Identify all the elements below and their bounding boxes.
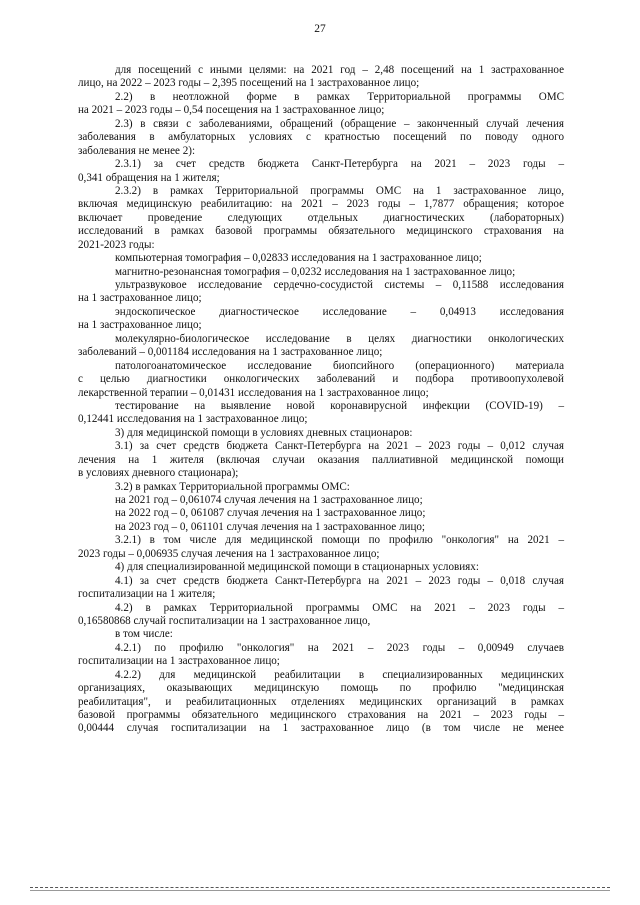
text-line: 2.3) в связи с заболеваниями, обращений (обращение – законченный случай лечения: [115, 117, 564, 130]
text-line: эндоскопическое диагностическое исследование – 0,04913 исследования: [115, 305, 564, 318]
text-line: ультразвуковое исследование сердечно-сосудистой системы – 0,11588 исследования: [115, 279, 564, 291]
text-line: на 2022 год – 0, 061087 случая лечения на 1 застрахованное лицо;: [115, 507, 426, 520]
text-line: в том числе:: [115, 628, 173, 641]
text-line: 3) для медицинской помощи в условиях дневных стационаров:: [115, 426, 413, 439]
text-line: включая медицинскую реабилитацию: на 2021 – 2023 годы – 1,7877 обращения; которое: [78, 198, 564, 211]
text-line: организациях, оказывающих медицинскую помощь по профилю "медицинская: [78, 682, 564, 695]
text-line: базовой программы обязательного медицинского страхования на 2021 – 2023 годы –: [78, 709, 564, 721]
text-line: 4) для специализированной медицинской помощи в стационарных условиях:: [115, 561, 479, 574]
text-line: включает проведение следующих отдельных диагностических (лабораторных): [78, 211, 564, 224]
text-line: на 2021 – 2023 годы – 0,54 посещения на 1 застрахованное лицо;: [78, 104, 385, 117]
text-line: исследований в рамках базовой программы обязательного медицинского страхования на: [78, 225, 564, 238]
text-line: 2.3.2) в рамках Территориальной программы ОМС на 1 застрахованное лицо,: [115, 184, 564, 197]
text-line: 0,12441 исследования на 1 застрахованное лицо;: [78, 413, 308, 426]
text-line: 4.2.2) для медицинской реабилитации в специализированных медицинских: [115, 668, 564, 681]
text-line: молекулярно-биологическое исследование в целях диагностики онкологических: [115, 332, 564, 345]
text-line: 2021-2023 годы:: [78, 238, 155, 251]
text-line: 0,341 обращения на 1 жителя;: [78, 171, 220, 184]
text-line: на 1 застрахованное лицо;: [78, 319, 202, 332]
text-line: 2.3.1) за счет средств бюджета Санкт-Петербурга на 2021 – 2023 годы –: [115, 158, 564, 171]
text-line: на 1 застрахованное лицо;: [78, 292, 202, 305]
text-line: магнитно-резонансная томография – 0,0232 исследования на 1 застрахованное лицо;: [115, 265, 516, 278]
text-line: 2023 годы – 0,006935 случая лечения на 1 застрахованное лицо;: [78, 547, 380, 560]
text-line: патологоанатомическое исследование биопсийного (операционного) материала: [115, 359, 564, 372]
text-line: реабилитация", и реабилитационных отделениях медицинских организаций в рамках: [78, 695, 564, 708]
text-line: 4.2.1) по профилю "онкология" на 2021 – 2023 годы – 0,00949 случаев: [115, 641, 564, 654]
text-line: 4.2) в рамках Территориальной программы ОМС на 2021 – 2023 годы –: [115, 601, 564, 614]
text-line: заболевания в амбулаторных условиях с кратностью посещений по поводу одного: [78, 131, 564, 144]
text-line: заболеваний – 0,001184 исследования на 1 застрахованное лицо;: [78, 346, 383, 359]
text-line: 3.1) за счет средств бюджета Санкт-Петербурга на 2021 – 2023 годы – 0,012 случая: [115, 440, 564, 453]
document-body: [78, 64, 564, 736]
text-line: 0,16580868 случай госпитализации на 1 застрахованное лицо,: [78, 614, 371, 627]
text-line: 3.2) в рамках Территориальной программы ОМС:: [115, 480, 350, 493]
text-line: компьютерная томография – 0,02833 исследования на 1 застрахованное лицо;: [115, 252, 482, 265]
scan-border-line: [30, 887, 610, 888]
scan-border-line-lower: [30, 890, 610, 891]
page-number: 27: [314, 23, 326, 35]
text-line: тестирование на выявление новой коронавирусной инфекции (COVID-19) –: [115, 399, 564, 412]
text-line: в условиях дневного стационара);: [78, 467, 239, 480]
text-line: лечения на 1 жителя (включая случаи оказания паллиативной медицинской помощи: [78, 453, 564, 466]
text-line: 3.2.1) в том числе для медицинской помощи по профилю "онкология" на 2021 –: [115, 534, 564, 547]
text-line: лицо, на 2022 – 2023 годы – 2,395 посещений на 1 застрахованное лицо;: [78, 77, 420, 90]
text-line: госпитализации на 1 жителя;: [78, 588, 216, 601]
text-line: для посещений с иными целями: на 2021 год – 2,48 посещений на 1 застрахованное: [115, 64, 564, 76]
text-line: лекарственной терапии – 0,01431 исследования на 1 застрахованное лицо;: [78, 386, 429, 399]
text-line: 2.2) в неотложной форме в рамках Территориальной программы ОМС: [115, 90, 564, 103]
text-line: заболевания не менее 2):: [78, 144, 196, 157]
text-line: 0,00444 случая госпитализации на 1 застрахованное лицо (в том числе не менее: [78, 722, 564, 735]
text-line: 4.1) за счет средств бюджета Санкт-Петербурга на 2021 – 2023 годы – 0,018 случая: [115, 574, 564, 587]
text-line: на 2021 год – 0,061074 случая лечения на 1 застрахованное лицо;: [115, 494, 423, 506]
text-line: на 2023 год – 0, 061101 случая лечения на 1 застрахованное лицо;: [115, 520, 426, 533]
text-line: госпитализации на 1 застрахованное лицо;: [78, 655, 280, 668]
text-line: с целью диагностики онкологических заболеваний и подбора противоопухолевой: [78, 373, 564, 386]
